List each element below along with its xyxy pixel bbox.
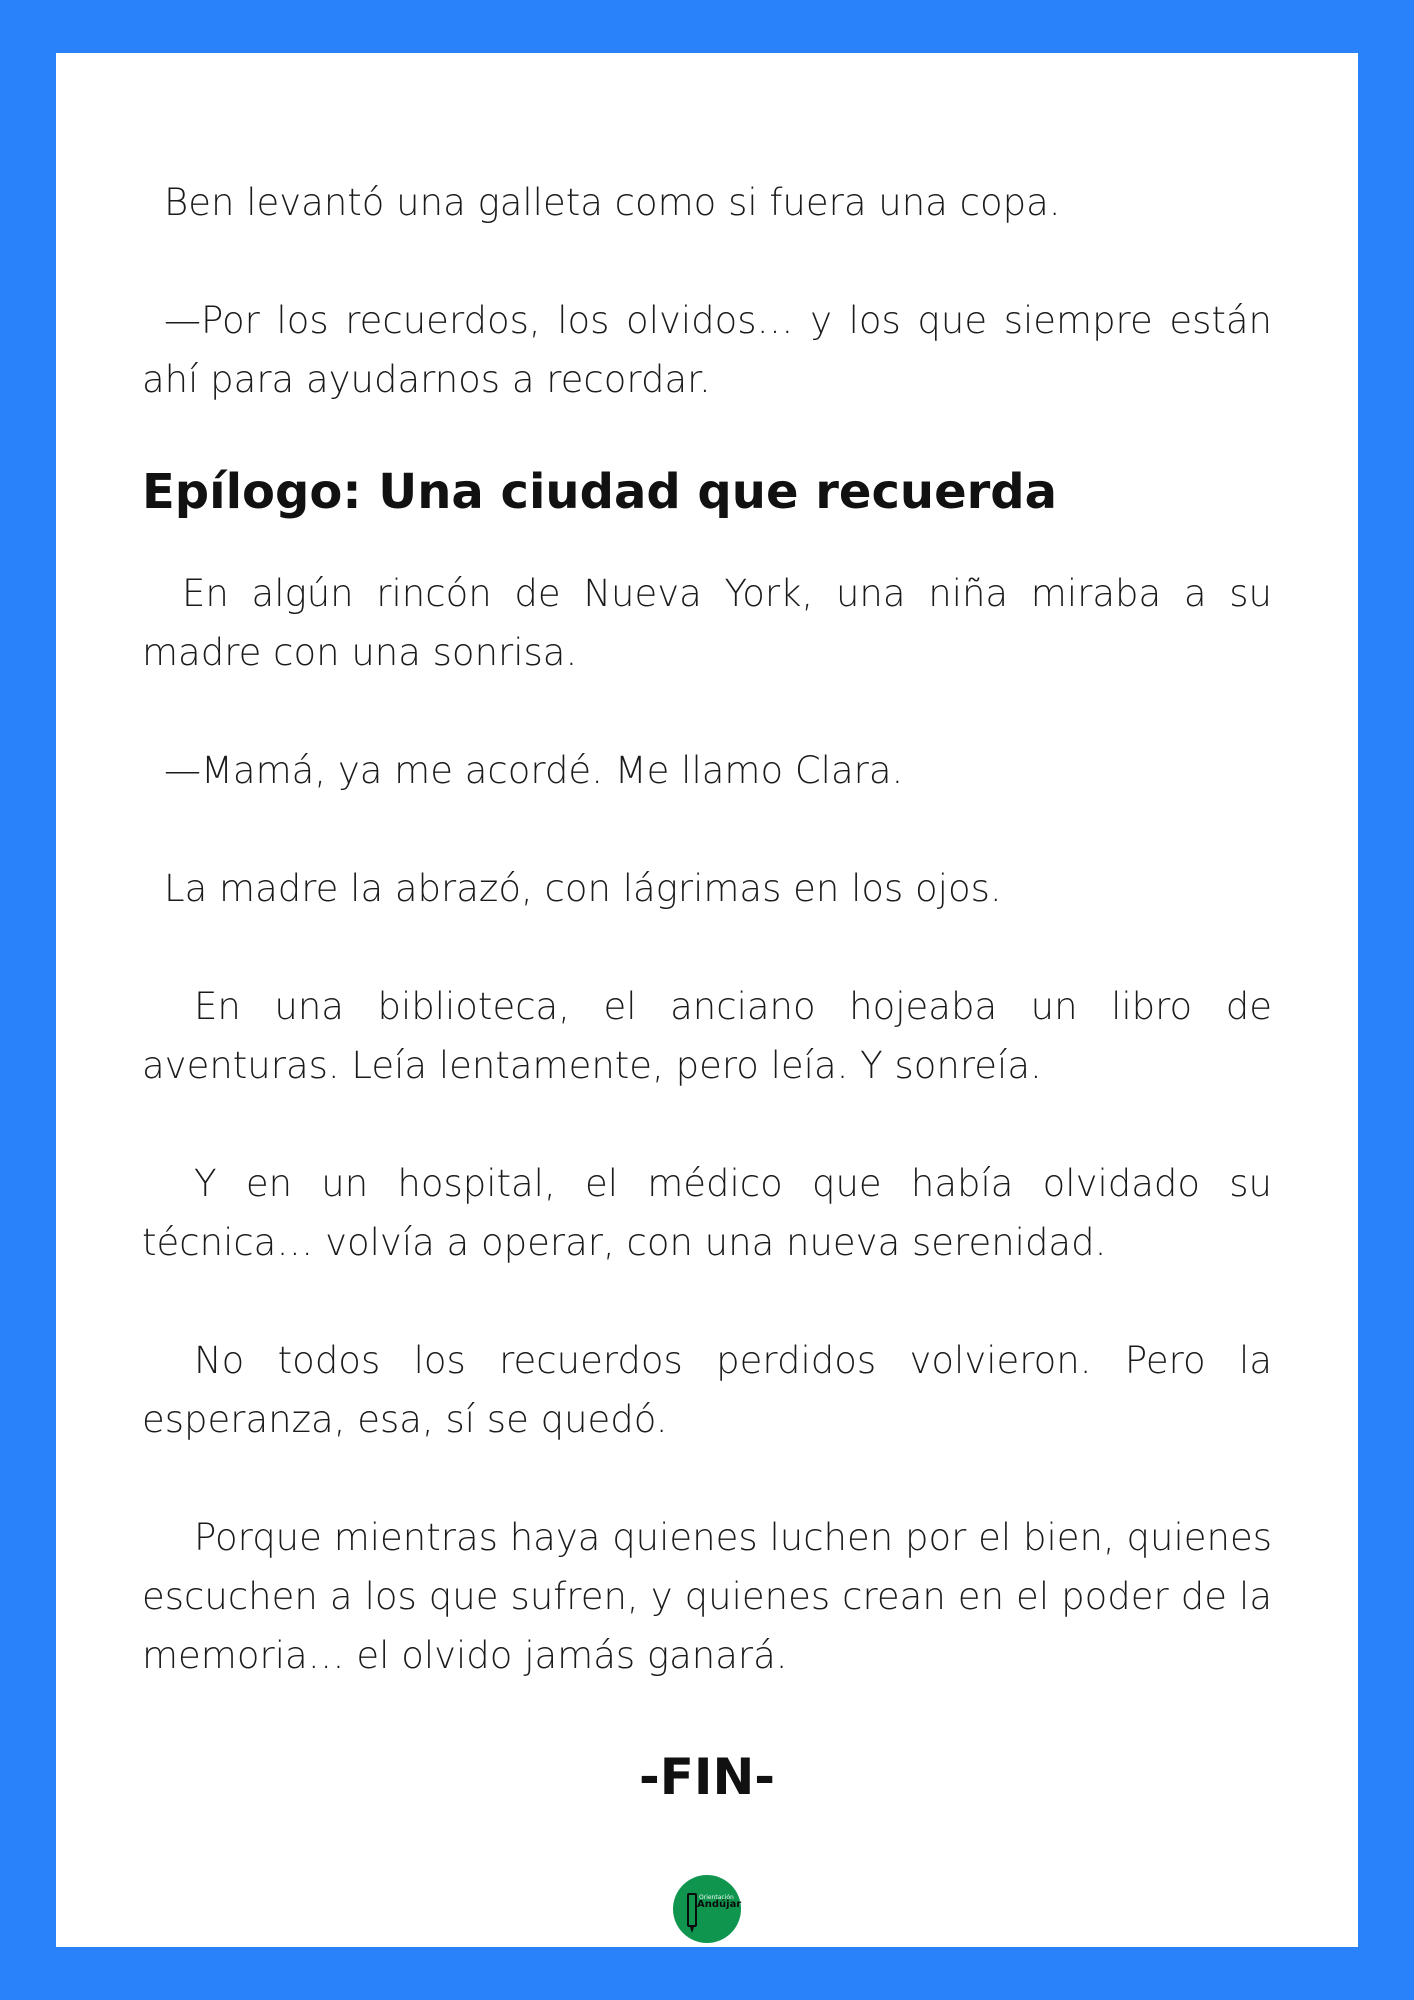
- orientacion-andujar-logo: [673, 1875, 741, 1943]
- logo-text-main: Andújar: [697, 1899, 742, 1910]
- paragraph-library: En una biblioteca, el anciano hojeaba un libro de aventuras. Leía lentamente, pero leía. Y sonreía.: [142, 985, 1272, 1087]
- paragraph-new-york: En algún rincón de Nueva York, una niña miraba a su madre con una sonrisa.: [142, 572, 1272, 674]
- paragraph-hope: No todos los recuerdos perdidos volvieron. Pero la esperanza, esa, sí se quedó.: [142, 1339, 1272, 1441]
- document-body: [142, 173, 1272, 1744]
- paragraph-closing: Porque mientras haya quienes luchen por el bien, quienes escuchen a los que sufren, y quienes crean en el poder de la memoria… el olvido jamás ganará.: [142, 1516, 1272, 1677]
- pencil-icon: [687, 1893, 697, 1927]
- paragraph-hospital: Y en un hospital, el médico que había olvidado su técnica… volvía a operar, con una nueva serenidad.: [142, 1162, 1272, 1264]
- paragraph-clara: —Mamá, ya me acordé. Me llamo Clara.: [164, 749, 904, 792]
- epilogue-heading: Epílogo: Una ciudad que recuerda: [142, 464, 1058, 520]
- fin-text: -FIN-: [638, 1748, 776, 1806]
- document-page: [56, 53, 1358, 1947]
- logo-text-top: Orientación: [699, 1894, 734, 1901]
- paragraph-toast: Ben levantó una galleta como si fuera una copa.: [164, 181, 1061, 224]
- paragraph-dialogue-toast: —Por los recuerdos, los olvidos… y los que siempre están ahí para ayudarnos a recordar.: [142, 299, 1272, 401]
- paragraph-mother: La madre la abrazó, con lágrimas en los ojos.: [164, 867, 1002, 910]
